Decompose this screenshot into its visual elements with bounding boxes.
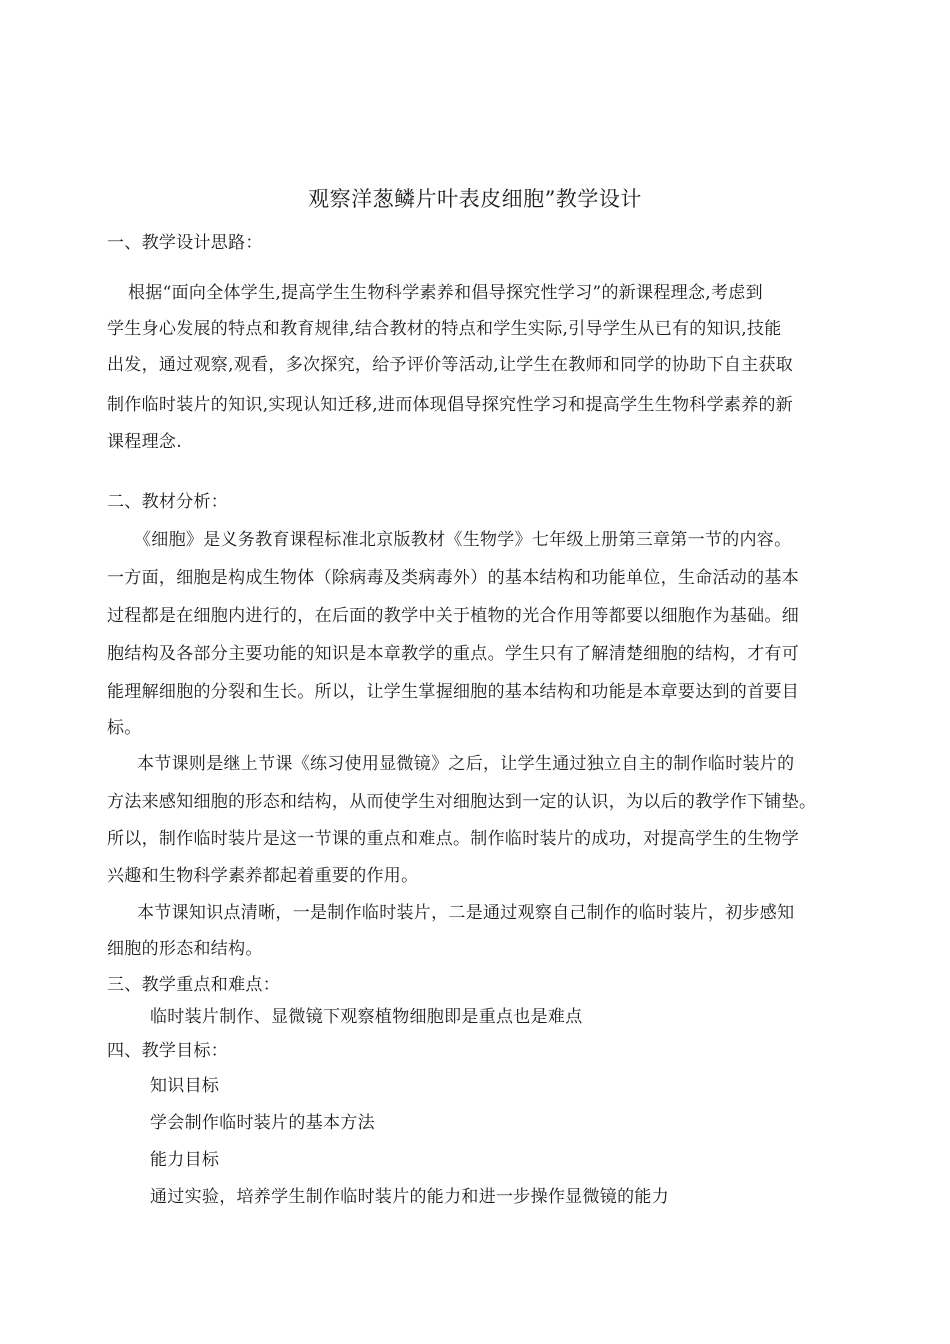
paragraph-line: 本节课知识点清晰，一是制作临时装片，二是通过观察自己制作的临时装片，初步感知 [137, 903, 795, 923]
paragraph-line: 标。 [107, 718, 142, 738]
paragraph-line: 制作临时装片的知识,实现认知迁移,进而体现倡导探究性学习和提高学生生物科学素养的新 [107, 395, 794, 415]
paragraph-line: 方法来感知细胞的形态和结构，从而使学生对细胞达到一定的认识，为以后的教学作下铺垫。 [107, 792, 817, 812]
paragraph-line: 兴趣和生物科学素养都起着重要的作用。 [107, 866, 419, 886]
paragraph-line: 细胞的形态和结构。 [107, 939, 263, 959]
paragraph-line: 通过实验，培养学生制作临时装片的能力和进一步操作显微镜的能力 [150, 1187, 669, 1207]
paragraph-line: 学会制作临时装片的基本方法 [150, 1113, 375, 1133]
page-title: 观察洋葱鳞片叶表皮细胞”教学设计 [308, 187, 642, 211]
paragraph-line: 出发，通过观察,观看，多次探究，给予评价等活动,让学生在教师和同学的协助下自主获取 [107, 355, 794, 375]
paragraph-line: 《细胞》是义务教育课程标准北京版教材《生物学》七年级上册第三章第一节的内容。 [134, 530, 792, 550]
paragraph-line: 能力目标 [150, 1150, 220, 1170]
paragraph-line: 所以，制作临时装片是这一节课的重点和难点。制作临时装片的成功，对提高学生的生物学 [107, 829, 799, 849]
section-heading-4: 四、教学目标： [107, 1041, 229, 1061]
section-heading-2: 二、教材分析： [107, 492, 229, 512]
section-heading-3: 三、教学重点和难点： [107, 975, 280, 995]
paragraph-line: 过程都是在细胞内进行的，在后面的教学中关于植物的光合作用等都要以细胞作为基础。细 [107, 606, 799, 626]
paragraph-line: 知识目标 [150, 1076, 220, 1096]
paragraph-line: 临时装片制作、显微镜下观察植物细胞即是重点也是难点 [150, 1007, 583, 1027]
paragraph-line: 课程理念. [107, 432, 182, 452]
paragraph-line: 一方面，细胞是构成生物体（除病毒及类病毒外）的基本结构和功能单位，生命活动的基本 [107, 568, 799, 588]
paragraph-line: 学生身心发展的特点和教育规律,结合教材的特点和学生实际,引导学生从已有的知识,技能 [107, 319, 782, 339]
paragraph-line: 本节课则是继上节课《练习使用显微镜》之后，让学生通过独立自主的制作临时装片的 [137, 754, 795, 774]
section-heading-1: 一、教学设计思路： [107, 233, 263, 253]
paragraph-line: 能理解细胞的分裂和生长。所以，让学生掌握细胞的基本结构和功能是本章要达到的首要目 [107, 682, 799, 702]
paragraph-line: 胞结构及各部分主要功能的知识是本章教学的重点。学生只有了解清楚细胞的结构，才有可 [107, 644, 799, 664]
paragraph-line: 根据“面向全体学生,提高学生生物科学素养和倡导探究性学习”的新课程理念,考虑到 [128, 283, 763, 303]
